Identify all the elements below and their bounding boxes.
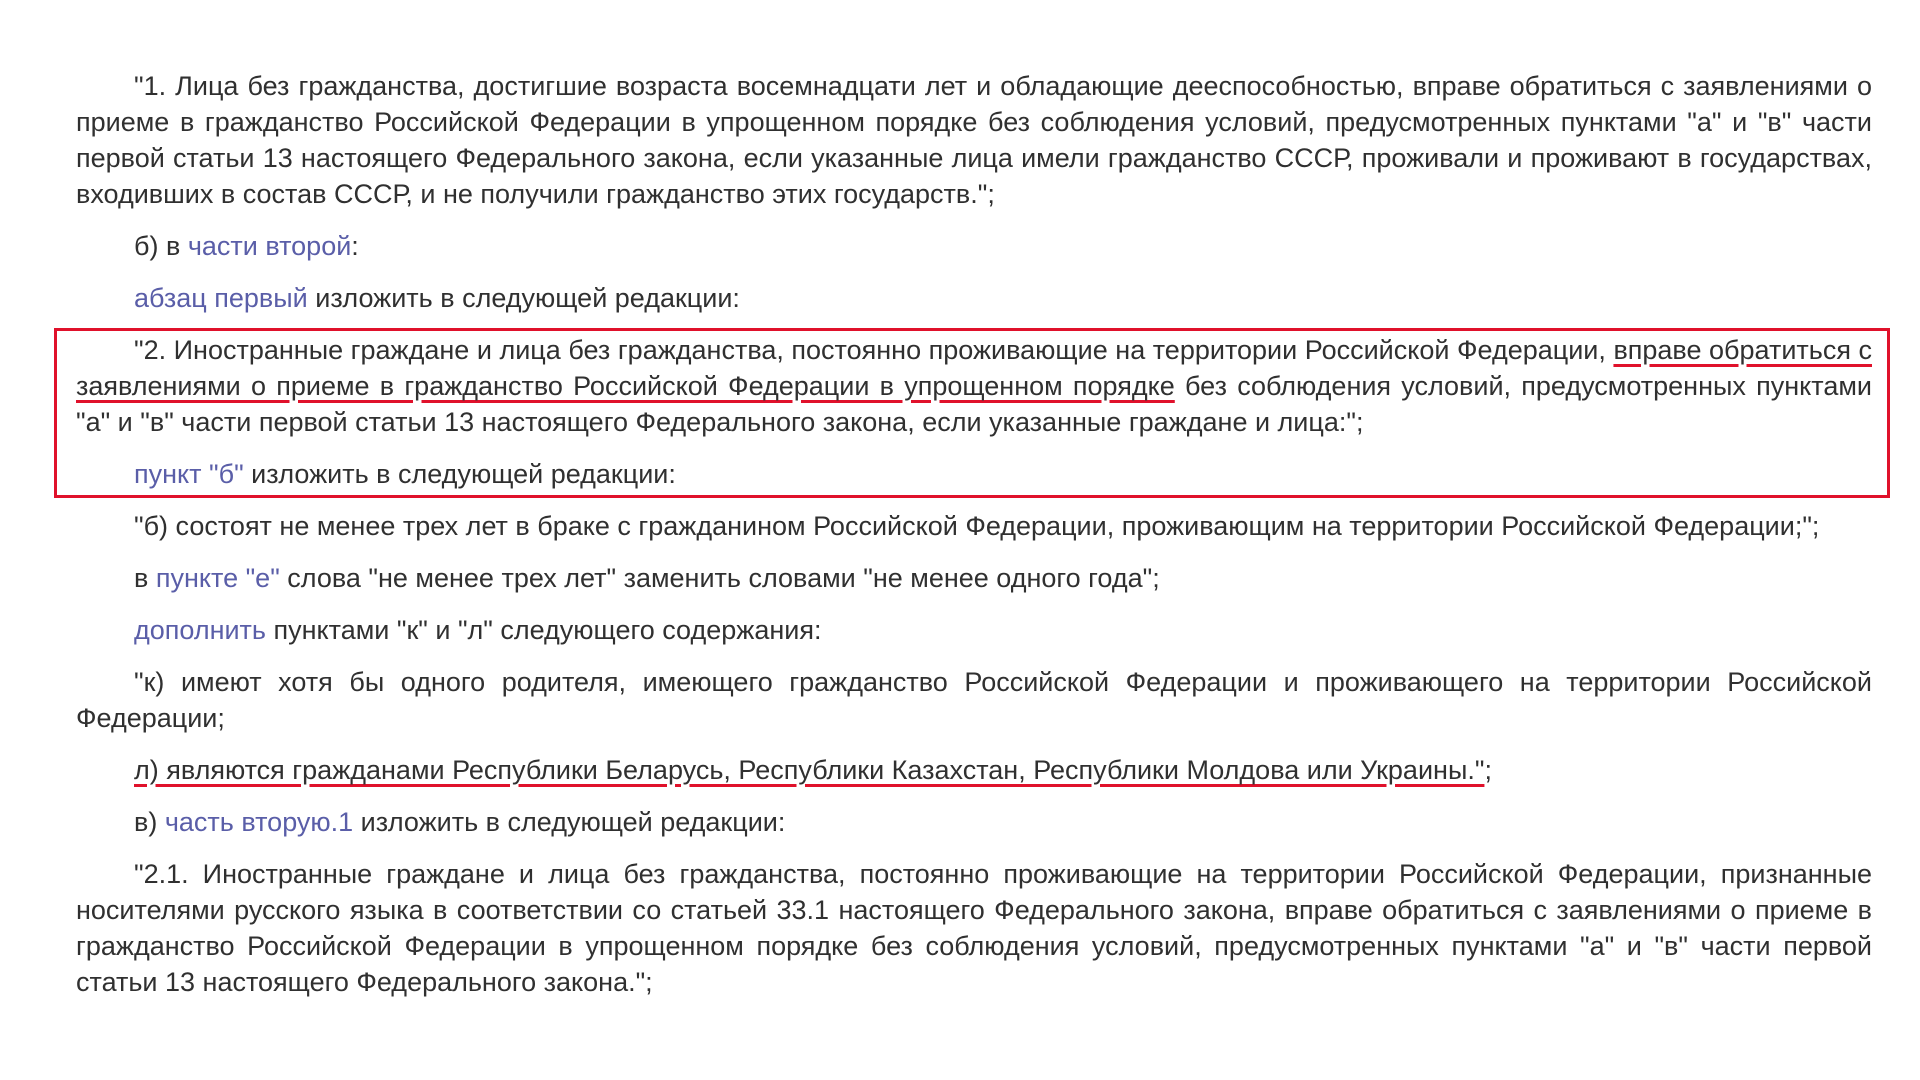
paragraph-12-text: "2.1. Иностранные граждане и лица без гражданства, постоянно проживающие на территории Российской Федерации, признанные носителями русского языка в соответствии со статьей 33.1 настоящего Федерального закона, вправе обратиться с заявлениями о приеме в гражданство Российской Федерации в упрощенном порядке без соблюдения условий, предусмотренных пунктами "а" и "в" части первой статьи 13 настоящего Федерального закона."; (76, 859, 1872, 997)
paragraph-2-suffix: : (351, 231, 359, 261)
paragraph-1-text: "1. Лица без гражданства, достигшие возраста восемнадцати лет и обладающие дееспособностью, вправе обратиться с заявлениями о приеме в гражданство Российской Федерации в упрощенном порядке без соблюдения условий, предусмотренных пунктами "а" и "в" части первой статьи 13 настоящего Федерального закона, если указанные лица имели гражданство СССР, проживали и проживают в государствах, входивших в состав СССР, и не получили гражданство этих государств."; (76, 71, 1872, 209)
paragraph-8-suffix: пунктами "к" и "л" следующего содержания: (266, 615, 822, 645)
paragraph-7-prefix: в (134, 563, 156, 593)
paragraph-11-suffix: изложить в следующей редакции: (353, 807, 786, 837)
link-item-e[interactable]: пункте "е" (155, 563, 280, 593)
paragraph-11-prefix: в) (134, 807, 165, 837)
paragraph-6 (76, 508, 1872, 544)
paragraph-3-suffix: изложить в следующей редакции: (307, 283, 740, 313)
paragraph-3 (76, 280, 1872, 316)
paragraph-7-suffix: слова "не менее трех лет" заменить словами "не менее одного года"; (279, 563, 1160, 593)
paragraph-4-before: "2. Иностранные граждане и лица без гражданства, постоянно проживающие на территории Российской Федерации, (134, 335, 1614, 365)
document-body (76, 68, 1872, 1016)
paragraph-1 (76, 68, 1872, 212)
paragraph-4 (76, 332, 1872, 440)
link-first-paragraph[interactable]: абзац первый (134, 283, 308, 313)
paragraph-11 (76, 804, 1872, 840)
paragraph-5-suffix: изложить в следующей редакции: (243, 459, 676, 489)
paragraph-7 (76, 560, 1872, 596)
underlined-phrase-citizens: л) являются гражданами Республики Беларусь, Республики Казахстан, Республики Молдова или Украины." (134, 755, 1485, 785)
paragraph-9-text: "к) имеют хотя бы одного родителя, имеющего гражданство Российской Федерации и проживающего на территории Российской Федерации; (76, 667, 1872, 733)
paragraph-9 (76, 664, 1872, 736)
paragraph-4-after: без соблюдения условий, предусмотренных пунктами "а" и "в" части первой статьи 13 настоящего Федерального закона, если указанные граждане и лица:"; (76, 371, 1873, 437)
paragraph-2 (76, 228, 1872, 264)
paragraph-5 (76, 456, 1872, 492)
paragraph-10-suffix: ; (1484, 755, 1492, 785)
paragraph-6-text: "б) состоят не менее трех лет в браке с гражданином Российской Федерации, проживающим на территории Российской Федерации;"; (134, 511, 1820, 541)
paragraph-12 (76, 856, 1872, 1000)
paragraph-10 (76, 752, 1872, 788)
paragraph-8 (76, 612, 1872, 648)
link-part-two[interactable]: части второй (187, 231, 352, 261)
underlined-phrase-apply: вправе обратиться с заявлениями о приеме в гражданство Российской Федерации в упрощенном порядке (76, 335, 1872, 401)
link-item-b[interactable]: пункт "б" (134, 459, 244, 489)
link-supplement[interactable]: дополнить (134, 615, 266, 645)
paragraph-2-prefix: б) в (134, 231, 188, 261)
link-part-two-one[interactable]: часть вторую.1 (164, 807, 354, 837)
